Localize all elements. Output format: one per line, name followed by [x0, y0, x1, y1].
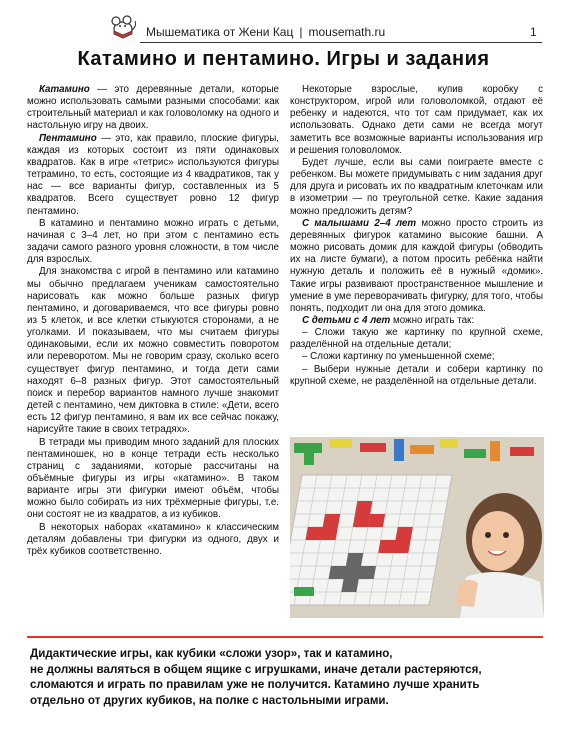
- paragraph-children-4: [290, 315, 543, 327]
- list-item: – Сложи картинку по уменьшенной схеме;: [302, 351, 495, 363]
- paragraph-age: В катамино и пентамино можно играть с детьми, начиная с 3–4 лет, но при этом с пентамино есть задачи самого разного уровня сложности, в том числе для взрослых.: [27, 217, 279, 266]
- term-katamino: Катамино: [39, 84, 90, 95]
- list-item: – Выбери нужные детали и собери картинку по крупной схеме, не разделённой на отдельные детали.: [290, 363, 543, 387]
- paragraph-text: можно играть так:: [390, 314, 475, 326]
- note-line: сломаются и играть по правилам уже не получится. Катамино лучше хранить: [30, 678, 480, 691]
- photo-child-playing-katamino: [290, 437, 544, 618]
- right-column: [290, 84, 543, 388]
- note-line: не должны валяться в общем ящике с игрушками, иначе детали растеряются,: [30, 662, 482, 676]
- header-separator: |: [299, 25, 303, 39]
- paragraph-sets: В некоторых наборах «катамино» к классическим деталям добавлены три фигурки из одного, двух и трёх кубиков соответственно.: [27, 521, 279, 557]
- note-line: Дидактические игры, как кубики «сложи узор», так и катамино,: [30, 647, 393, 660]
- mouse-reading-book-icon: [108, 12, 138, 40]
- term-pentamino: Пентамино: [39, 132, 97, 144]
- paragraph-intro-game: Для знакомства с игрой в пентамино или катамино мы обычно предлагаем ученикам самостоятельно нарисовать как можно больше разных фигур пентамино, и договариваемся, что все фигуры ровно из 5 клеток, и все клетки стыкуются сторонами, а не уголками. И показываем, что мы считаем фигуры одинаковыми, если их можно совместить поворотом или переворотом. Мы не говорим сразу, сколько всего существует фигур пентамино, и тогда дети сами находят 6–8 разных фигур. Этот самостоятельный поиск и перебор вариантов намного лучше знакомит детей с пентамино, чем диктовка в стиле: «Дети, всего есть 12 фигур пентамино, я вам их все сейчас покажу, нарисуйте такие в своих тетрадях».: [27, 266, 279, 436]
- paragraph-text: — это деревянные детали, которые можно использовать самыми разными способами: как строительный материал и как головоломку на одного и настольную игру на двоих.: [27, 84, 279, 132]
- header-site-title: [146, 25, 385, 39]
- term-children-4: С детьми с 4 лет: [302, 314, 391, 326]
- term-toddlers: С малышами 2–4 лет: [302, 217, 417, 229]
- note-line: отдельно от других кубиков, на полке с настольными играми.: [30, 693, 389, 707]
- paragraph-notebook: В тетради мы приводим много заданий для плоских пентаминошек, но в конце тетради есть несколько страниц с заданиями, которые рассчитаны на объёмные фигуры из игры «катамино». В таком варианте игры эти фигурки имеют объём, чтобы можно было собирать из них трёхмерные фигуры, т.е. они состоят не из квадратов, а из кубиков.: [27, 436, 279, 521]
- header-divider: [140, 42, 542, 43]
- page-number: 1: [530, 25, 537, 39]
- paragraph-pentamino: [27, 133, 279, 218]
- board-grid: [290, 475, 452, 605]
- site-url: mousemath.ru: [308, 25, 386, 39]
- article-title: Катамино и пентамино. Игры и задания: [77, 48, 490, 70]
- paragraph-adults: Некоторые взрослые, купив коробку с конструктором, игрой или головоломкой, отдают её ребенку и надеются, что тот сам придумает, как их использовать. Однако дети сами не всегда могут заметить все возможные варианты использования игр и решения головоломок.: [290, 84, 543, 156]
- left-column: [27, 84, 279, 558]
- page-header: [0, 0, 567, 48]
- paragraph-toddlers: [290, 218, 543, 315]
- bottom-note: [30, 646, 545, 708]
- paragraph-text: — это, как правило, плоские фигуры, каждая из которых состоит из пяти одинаковых квадратов. Как в игре «тетрис» используются фигуры тетрамино, то есть, состоящие из 4 квадратиков, так у нас — все варианты фигур, составленных из 5 квадратов. Всего существует ровно 12 фигур пентамино.: [27, 132, 279, 217]
- paragraph-katamino: [27, 84, 279, 133]
- paragraph-play-together: Будет лучше, если вы сами поиграете вместе с ребенком. Вы можете придумывать с ним задания друг для друга и рисовать их по квадратным клеточкам или в изометрии — по треугольной сетке. Какие задания можно предложить детям?: [290, 156, 543, 217]
- paragraph-text: можно просто строить из деревянных фигурок катамино высокие башни. А можно рисовать домик для каждой фигуры (обводить их на листе бумаги), а потом просить ребёнка найти нужную деталь и положить её в нужный «домик». Такие игры развивают пространственное мышление и умение в уме переворачивать фигурку, для того, чтобы понять, подходит ли она для этого домика.: [290, 217, 543, 314]
- note-divider: [27, 636, 543, 638]
- list-item: – Сложи такую же картинку по крупной схеме, разделённой на отдельные детали;: [290, 327, 543, 351]
- site-title: Мышематика от Жени Кац: [146, 25, 294, 39]
